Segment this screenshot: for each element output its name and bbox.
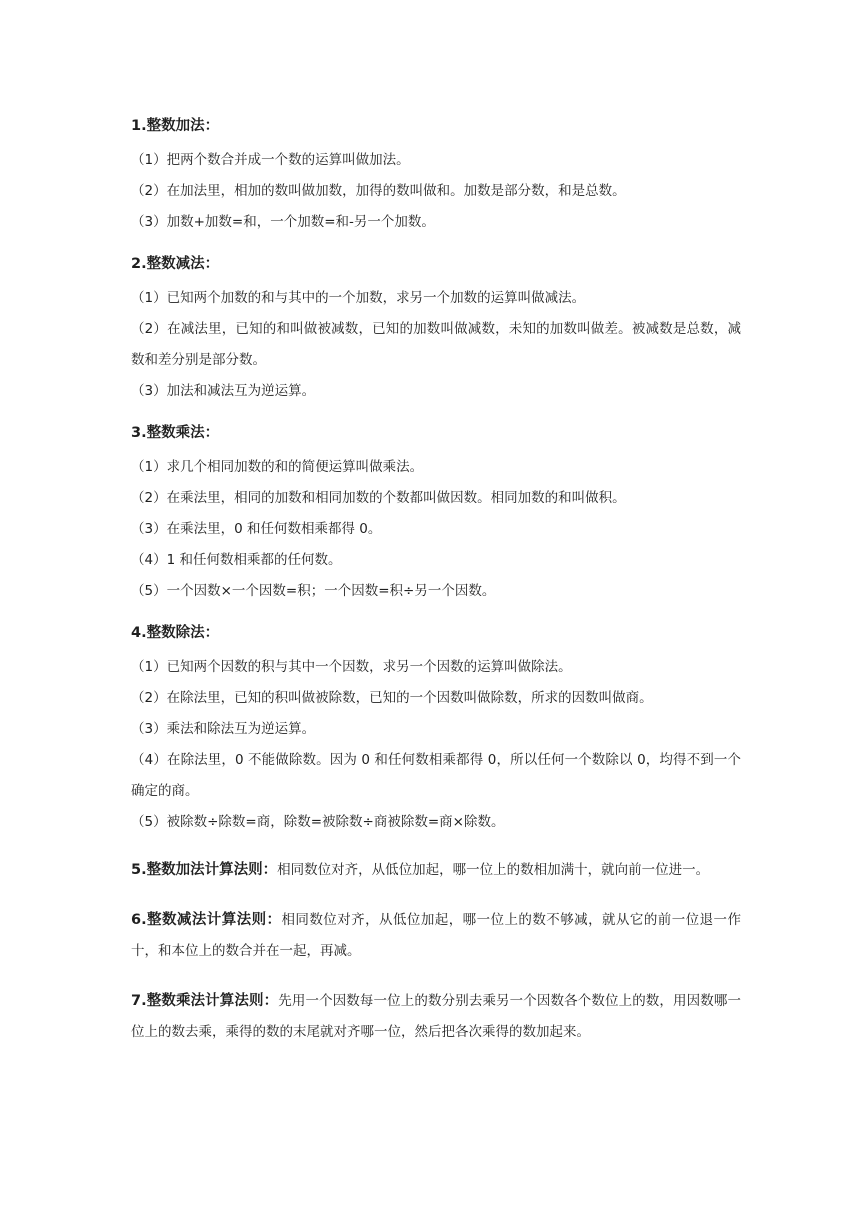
- list-item: （1）把两个数合并成一个数的运算叫做加法。: [131, 152, 410, 168]
- rule-text: 相同数位对齐，从低位加起，哪一位上的数不够减，就从它的前一位退一作十，和本位上的数合并在一起，再减。: [131, 912, 741, 959]
- rule-multiplication: [131, 986, 741, 1048]
- list-item: （1）已知两个加数的和与其中的一个加数，求另一个加数的运算叫做减法。: [131, 290, 586, 306]
- rule-text: 先用一个因数每一位上的数分别去乘另一个因数各个数位上的数，用因数哪一位上的数去乘，乘得的数的末尾就对齐哪一位，然后把各次乘得的数加起来。: [131, 993, 741, 1040]
- list-item: （5）一个因数×一个因数=积；一个因数=积÷另一个因数。: [131, 583, 496, 599]
- section-division: [131, 624, 741, 838]
- list-item: （2）在乘法里，相同的加数和相同加数的个数都叫做因数。相同加数的和叫做积。: [131, 490, 626, 506]
- rule-title: 5.整数加法计算法则：: [131, 862, 278, 878]
- list-item: （3）加数+加数=和，一个加数=和-另一个加数。: [131, 214, 435, 230]
- section-heading: 4.整数除法：: [131, 625, 220, 641]
- list-item: （3）乘法和除法互为逆运算。: [131, 721, 316, 737]
- rule-text: 相同数位对齐，从低位加起，哪一位上的数相加满十，就向前一位进一。: [277, 862, 710, 878]
- rule-title: 7.整数乘法计算法则：: [131, 993, 279, 1009]
- list-item: （5）被除数÷除数=商，除数=被除数÷商被除数=商×除数。: [131, 814, 505, 830]
- rule-paragraph: [131, 855, 741, 886]
- rule-title: 6.整数减法计算法则：: [131, 912, 282, 928]
- section-subtraction: [131, 255, 741, 407]
- list-item: （1）求几个相同加数的和的简便运算叫做乘法。: [131, 459, 424, 475]
- section-addition: [131, 117, 741, 238]
- list-item: （2）在加法里，相加的数叫做加数，加得的数叫做和。加数是部分数，和是总数。: [131, 183, 626, 199]
- list-item: （3）加法和减法互为逆运算。: [131, 383, 316, 399]
- list-item: （1）已知两个因数的积与其中一个因数，求另一个因数的运算叫做除法。: [131, 659, 572, 675]
- rule-addition: [131, 855, 741, 886]
- list-item: （4）在除法里，0 不能做除数。因为 0 和任何数相乘都得 0，所以任何一个数除以 0，均得不到一个确定的商。: [131, 752, 741, 799]
- list-item: （3）在乘法里，0 和任何数相乘都得 0。: [131, 521, 382, 537]
- section-multiplication: [131, 424, 741, 607]
- section-heading: 2.整数减法：: [131, 256, 220, 272]
- section-heading: 3.整数乘法：: [131, 425, 220, 441]
- section-heading: 1.整数加法：: [131, 118, 220, 134]
- list-item: （2）在除法里，已知的积叫做被除数，已知的一个因数叫做除数，所求的因数叫做商。: [131, 690, 653, 706]
- document-content: [131, 117, 741, 1067]
- list-item: （4）1 和任何数相乘都的任何数。: [131, 552, 342, 568]
- list-item: （2）在减法里，已知的和叫做被减数，已知的加数叫做减数，未知的加数叫做差。被减数是总数，减数和差分别是部分数。: [131, 321, 741, 368]
- rule-paragraph: [131, 905, 741, 967]
- rule-subtraction: [131, 905, 741, 967]
- rule-paragraph: [131, 986, 741, 1048]
